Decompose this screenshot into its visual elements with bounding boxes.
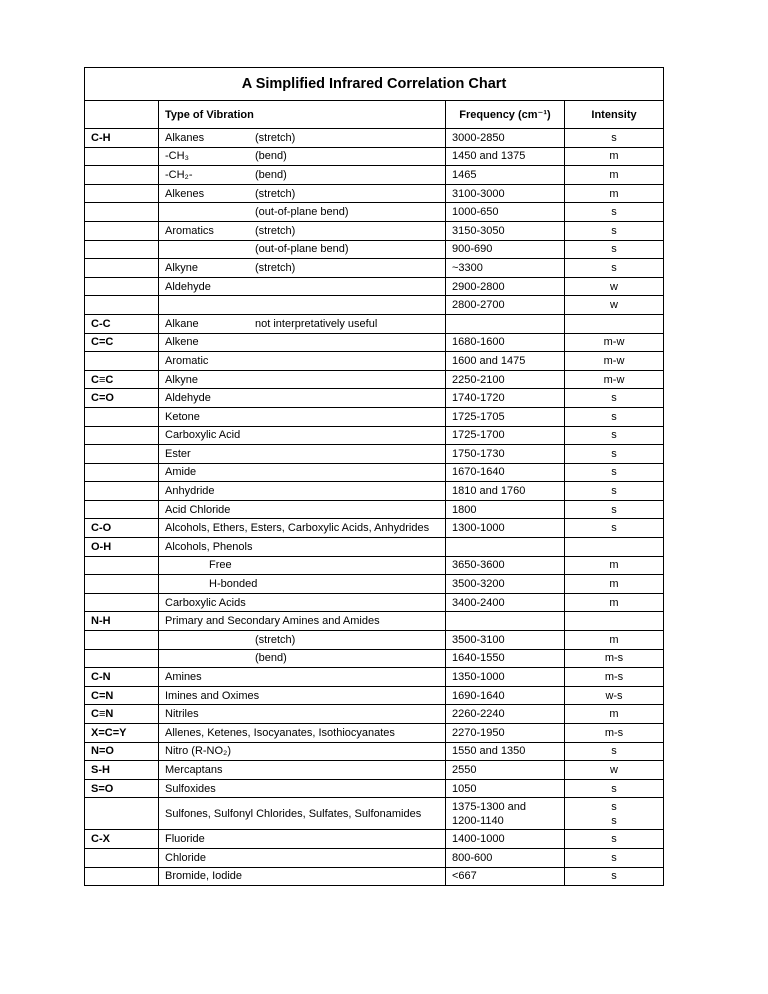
frequency-cell: 3100-3000 xyxy=(446,184,565,203)
vibration-cell xyxy=(159,538,446,557)
intensity-cell: m-s xyxy=(565,668,664,687)
intensity-cell: s xyxy=(565,867,664,886)
compound-name: Nitriles xyxy=(165,708,199,721)
table-row xyxy=(85,407,664,426)
intensity-cell xyxy=(565,798,664,830)
table-row xyxy=(85,830,664,849)
compound-name: Ketone xyxy=(165,410,200,423)
bond-cell xyxy=(85,500,159,519)
header-row xyxy=(85,101,664,129)
frequency-cell xyxy=(446,612,565,631)
vibration-cell xyxy=(159,370,446,389)
bond-cell xyxy=(85,649,159,668)
table-row xyxy=(85,314,664,333)
vibration-cell xyxy=(159,314,446,333)
table-row xyxy=(85,631,664,650)
compound-name: Carboxylic Acid xyxy=(165,429,241,442)
header-type-of-vibration: Type of Vibration xyxy=(159,101,446,129)
vibration-cell xyxy=(159,482,446,501)
vibration-cell xyxy=(159,240,446,259)
table-row xyxy=(85,426,664,445)
table-row xyxy=(85,240,664,259)
frequency-cell: 1810 and 1760 xyxy=(446,482,565,501)
table-row xyxy=(85,333,664,352)
bond-cell: C-H xyxy=(85,129,159,148)
table-row xyxy=(85,686,664,705)
compound-name: Alcohols, Ethers, Esters, Carboxylic Acids, Anhydrides xyxy=(165,522,430,535)
intensity-cell: s xyxy=(565,221,664,240)
intensity-cell: w xyxy=(565,277,664,296)
vibration-cell xyxy=(159,742,446,761)
vibration-note: (stretch) xyxy=(255,131,296,144)
compound-name: Imines and Oximes xyxy=(165,689,260,702)
bond-cell xyxy=(85,445,159,464)
table-row xyxy=(85,129,664,148)
frequency-cell: 1740-1720 xyxy=(446,389,565,408)
table-row xyxy=(85,352,664,371)
compound-name: Allenes, Ketenes, Isocyanates, Isothiocyanates xyxy=(165,726,395,739)
bond-cell xyxy=(85,482,159,501)
table-row xyxy=(85,612,664,631)
intensity-cell: s xyxy=(565,742,664,761)
compound-name: Carboxylic Acids xyxy=(165,596,246,609)
compound-name: Aromatic xyxy=(165,354,209,367)
vibration-cell xyxy=(159,296,446,315)
intensity-cell: m xyxy=(565,705,664,724)
ir-correlation-table xyxy=(84,67,664,886)
intensity-cell: m xyxy=(565,593,664,612)
intensity-cell: m xyxy=(565,147,664,166)
bond-cell: C-N xyxy=(85,668,159,687)
frequency-cell: 1400-1000 xyxy=(446,830,565,849)
vibration-note: (stretch) xyxy=(255,187,296,200)
table-row xyxy=(85,463,664,482)
compound-name: Alkyne xyxy=(165,261,199,274)
frequency-cell: 1350-1000 xyxy=(446,668,565,687)
intensity-cell: w-s xyxy=(565,686,664,705)
frequency-cell: 3500-3100 xyxy=(446,631,565,650)
vibration-cell xyxy=(159,259,446,278)
frequency-cell: 900-690 xyxy=(446,240,565,259)
table-row xyxy=(85,500,664,519)
vibration-cell xyxy=(159,724,446,743)
intensity-cell: s xyxy=(565,407,664,426)
frequency-cell: 2260-2240 xyxy=(446,705,565,724)
vibration-note: (stretch) xyxy=(255,261,296,274)
vibration-cell xyxy=(159,463,446,482)
bond-cell xyxy=(85,631,159,650)
frequency-cell: 1680-1600 xyxy=(446,333,565,352)
intensity-cell: m xyxy=(565,575,664,594)
vibration-cell xyxy=(159,203,446,222)
intensity-cell: s xyxy=(565,830,664,849)
vibration-cell xyxy=(159,631,446,650)
frequency-cell: 3500-3200 xyxy=(446,575,565,594)
frequency-cell xyxy=(446,314,565,333)
vibration-note: not interpretatively useful xyxy=(255,317,378,330)
frequency-value: 1200-1140 xyxy=(452,814,504,827)
header-intensity: Intensity xyxy=(565,101,664,129)
vibration-cell xyxy=(159,830,446,849)
vibration-cell xyxy=(159,705,446,724)
compound-name: Bromide, Iodide xyxy=(165,870,243,883)
compound-name: Alcohols, Phenols xyxy=(165,540,253,553)
compound-name: Primary and Secondary Amines and Amides xyxy=(165,615,380,628)
intensity-value: s xyxy=(611,814,617,827)
vibration-cell xyxy=(159,649,446,668)
compound-name: Alkene xyxy=(165,336,199,349)
bond-cell xyxy=(85,867,159,886)
bond-cell: S-H xyxy=(85,761,159,780)
intensity-cell: s xyxy=(565,259,664,278)
table-row xyxy=(85,556,664,575)
table-row xyxy=(85,221,664,240)
compound-name: -CH₃ xyxy=(165,150,190,163)
vibration-cell xyxy=(159,445,446,464)
table-row xyxy=(85,649,664,668)
table-row xyxy=(85,779,664,798)
frequency-cell: 3150-3050 xyxy=(446,221,565,240)
bond-cell xyxy=(85,575,159,594)
bond-cell xyxy=(85,593,159,612)
table-row xyxy=(85,370,664,389)
compound-name: Mercaptans xyxy=(165,763,223,776)
bond-cell: C≡C xyxy=(85,370,159,389)
table-row xyxy=(85,203,664,222)
bond-cell: N-H xyxy=(85,612,159,631)
bond-cell xyxy=(85,240,159,259)
frequency-cell xyxy=(446,798,565,830)
frequency-cell: 2550 xyxy=(446,761,565,780)
bond-cell: C-C xyxy=(85,314,159,333)
table-row xyxy=(85,742,664,761)
bond-cell xyxy=(85,221,159,240)
intensity-cell: s xyxy=(565,203,664,222)
intensity-cell: m xyxy=(565,631,664,650)
frequency-value: 1375-1300 and xyxy=(452,800,527,813)
table-row xyxy=(85,482,664,501)
compound-name: Aldehyde xyxy=(165,392,211,405)
table-row xyxy=(85,184,664,203)
header-bond xyxy=(85,101,159,129)
bond-cell: C=C xyxy=(85,333,159,352)
frequency-cell: 1750-1730 xyxy=(446,445,565,464)
table-row xyxy=(85,389,664,408)
bond-cell xyxy=(85,277,159,296)
vibration-cell xyxy=(159,761,446,780)
table-row xyxy=(85,724,664,743)
bond-cell: O-H xyxy=(85,538,159,557)
intensity-cell: w xyxy=(565,296,664,315)
vibration-cell xyxy=(159,389,446,408)
table-row xyxy=(85,593,664,612)
bond-cell: C=N xyxy=(85,686,159,705)
frequency-cell: 2900-2800 xyxy=(446,277,565,296)
bond-cell: C-X xyxy=(85,830,159,849)
intensity-cell: m-w xyxy=(565,352,664,371)
intensity-cell: m-s xyxy=(565,724,664,743)
frequency-cell: 1640-1550 xyxy=(446,649,565,668)
vibration-cell xyxy=(159,519,446,538)
intensity-cell xyxy=(565,314,664,333)
table-row xyxy=(85,867,664,886)
vibration-cell xyxy=(159,612,446,631)
bond-cell xyxy=(85,798,159,830)
vibration-note: (bend) xyxy=(255,150,287,163)
compound-name: Anhydride xyxy=(165,485,215,498)
bond-cell xyxy=(85,352,159,371)
table-row xyxy=(85,147,664,166)
frequency-cell xyxy=(446,538,565,557)
table-row xyxy=(85,277,664,296)
frequency-cell: 1550 and 1350 xyxy=(446,742,565,761)
intensity-cell: s xyxy=(565,240,664,259)
vibration-subtype: H-bonded xyxy=(209,578,258,591)
intensity-cell: m-s xyxy=(565,649,664,668)
frequency-cell: 1670-1640 xyxy=(446,463,565,482)
compound-name: Amide xyxy=(165,466,197,479)
compound-name: Alkane xyxy=(165,317,199,330)
table-row xyxy=(85,668,664,687)
intensity-cell: s xyxy=(565,482,664,501)
bond-cell xyxy=(85,407,159,426)
bond-cell xyxy=(85,296,159,315)
vibration-cell xyxy=(159,407,446,426)
compound-name: Amines xyxy=(165,671,202,684)
frequency-cell: 1050 xyxy=(446,779,565,798)
frequency-cell: 1000-650 xyxy=(446,203,565,222)
table-row xyxy=(85,259,664,278)
vibration-note: (out-of-plane bend) xyxy=(255,206,349,219)
vibration-cell xyxy=(159,686,446,705)
bond-cell xyxy=(85,848,159,867)
bond-cell xyxy=(85,259,159,278)
compound-name: Aldehyde xyxy=(165,280,211,293)
bond-cell: C≡N xyxy=(85,705,159,724)
bond-cell xyxy=(85,556,159,575)
table-row xyxy=(85,166,664,185)
frequency-cell: 1300-1000 xyxy=(446,519,565,538)
frequency-cell: 1725-1705 xyxy=(446,407,565,426)
compound-name: Alkyne xyxy=(165,373,199,386)
intensity-cell: s xyxy=(565,500,664,519)
vibration-cell xyxy=(159,221,446,240)
vibration-subtype: Free xyxy=(209,559,232,572)
bond-cell xyxy=(85,203,159,222)
vibration-cell xyxy=(159,575,446,594)
vibration-cell xyxy=(159,556,446,575)
intensity-cell: m-w xyxy=(565,333,664,352)
frequency-cell: <667 xyxy=(446,867,565,886)
intensity-cell: m xyxy=(565,166,664,185)
compound-name: -CH₂- xyxy=(165,168,193,181)
bond-cell: S=O xyxy=(85,779,159,798)
vibration-note: (bend) xyxy=(255,168,287,181)
table-row xyxy=(85,848,664,867)
intensity-cell: w xyxy=(565,761,664,780)
vibration-cell xyxy=(159,129,446,148)
vibration-note: (stretch) xyxy=(255,633,296,646)
compound-name: Nitro (R-NO₂) xyxy=(165,745,231,758)
bond-cell: C-O xyxy=(85,519,159,538)
frequency-cell: 3000-2850 xyxy=(446,129,565,148)
frequency-cell: 1690-1640 xyxy=(446,686,565,705)
intensity-cell: s xyxy=(565,848,664,867)
table-row xyxy=(85,519,664,538)
bond-cell xyxy=(85,184,159,203)
frequency-cell: 2800-2700 xyxy=(446,296,565,315)
vibration-cell xyxy=(159,798,446,830)
table-row xyxy=(85,445,664,464)
intensity-cell: s xyxy=(565,463,664,482)
frequency-cell: 1465 xyxy=(446,166,565,185)
vibration-cell xyxy=(159,426,446,445)
compound-name: Sulfoxides xyxy=(165,782,216,795)
compound-name: Chloride xyxy=(165,851,206,864)
vibration-cell xyxy=(159,500,446,519)
frequency-cell: 800-600 xyxy=(446,848,565,867)
bond-cell xyxy=(85,166,159,185)
intensity-cell: s xyxy=(565,779,664,798)
header-frequency: Frequency (cm⁻¹) xyxy=(446,101,565,129)
bond-cell: C=O xyxy=(85,389,159,408)
compound-name: Alkanes xyxy=(165,131,205,144)
frequency-cell: 3400-2400 xyxy=(446,593,565,612)
table-row xyxy=(85,538,664,557)
vibration-cell xyxy=(159,593,446,612)
table-row xyxy=(85,798,664,830)
table-row xyxy=(85,575,664,594)
frequency-cell: 3650-3600 xyxy=(446,556,565,575)
compound-name: Alkenes xyxy=(165,187,205,200)
compound-name: Acid Chloride xyxy=(165,503,231,516)
frequency-cell: 1800 xyxy=(446,500,565,519)
frequency-cell: 2250-2100 xyxy=(446,370,565,389)
intensity-cell: m xyxy=(565,556,664,575)
frequency-cell: 2270-1950 xyxy=(446,724,565,743)
bond-cell: N=O xyxy=(85,742,159,761)
bond-cell xyxy=(85,426,159,445)
frequency-cell: ~3300 xyxy=(446,259,565,278)
table-row xyxy=(85,296,664,315)
vibration-cell xyxy=(159,867,446,886)
compound-name: Aromatics xyxy=(165,224,214,237)
vibration-cell xyxy=(159,668,446,687)
intensity-cell xyxy=(565,538,664,557)
intensity-cell: s xyxy=(565,389,664,408)
compound-name: Sulfones, Sulfonyl Chlorides, Sulfates, Sulfonamides xyxy=(165,807,422,820)
intensity-cell: s xyxy=(565,445,664,464)
chart-title: A Simplified Infrared Correlation Chart xyxy=(85,68,664,101)
vibration-cell xyxy=(159,352,446,371)
bond-cell: X=C=Y xyxy=(85,724,159,743)
frequency-cell: 1725-1700 xyxy=(446,426,565,445)
vibration-cell xyxy=(159,184,446,203)
table-row xyxy=(85,705,664,724)
frequency-cell: 1600 and 1475 xyxy=(446,352,565,371)
vibration-cell xyxy=(159,779,446,798)
frequency-cell: 1450 and 1375 xyxy=(446,147,565,166)
vibration-note: (bend) xyxy=(255,652,287,665)
table-row xyxy=(85,761,664,780)
intensity-cell: s xyxy=(565,426,664,445)
vibration-cell xyxy=(159,333,446,352)
compound-name: Fluoride xyxy=(165,833,205,846)
intensity-cell: s xyxy=(565,129,664,148)
intensity-cell xyxy=(565,612,664,631)
vibration-cell xyxy=(159,848,446,867)
bond-cell xyxy=(85,147,159,166)
vibration-cell xyxy=(159,277,446,296)
compound-name: Ester xyxy=(165,447,191,460)
intensity-value: s xyxy=(611,800,617,813)
vibration-note: (stretch) xyxy=(255,224,296,237)
vibration-note: (out-of-plane bend) xyxy=(255,243,349,256)
intensity-cell: s xyxy=(565,519,664,538)
vibration-cell xyxy=(159,166,446,185)
intensity-cell: m xyxy=(565,184,664,203)
bond-cell xyxy=(85,463,159,482)
vibration-cell xyxy=(159,147,446,166)
title-row xyxy=(85,68,664,101)
intensity-cell: m-w xyxy=(565,370,664,389)
